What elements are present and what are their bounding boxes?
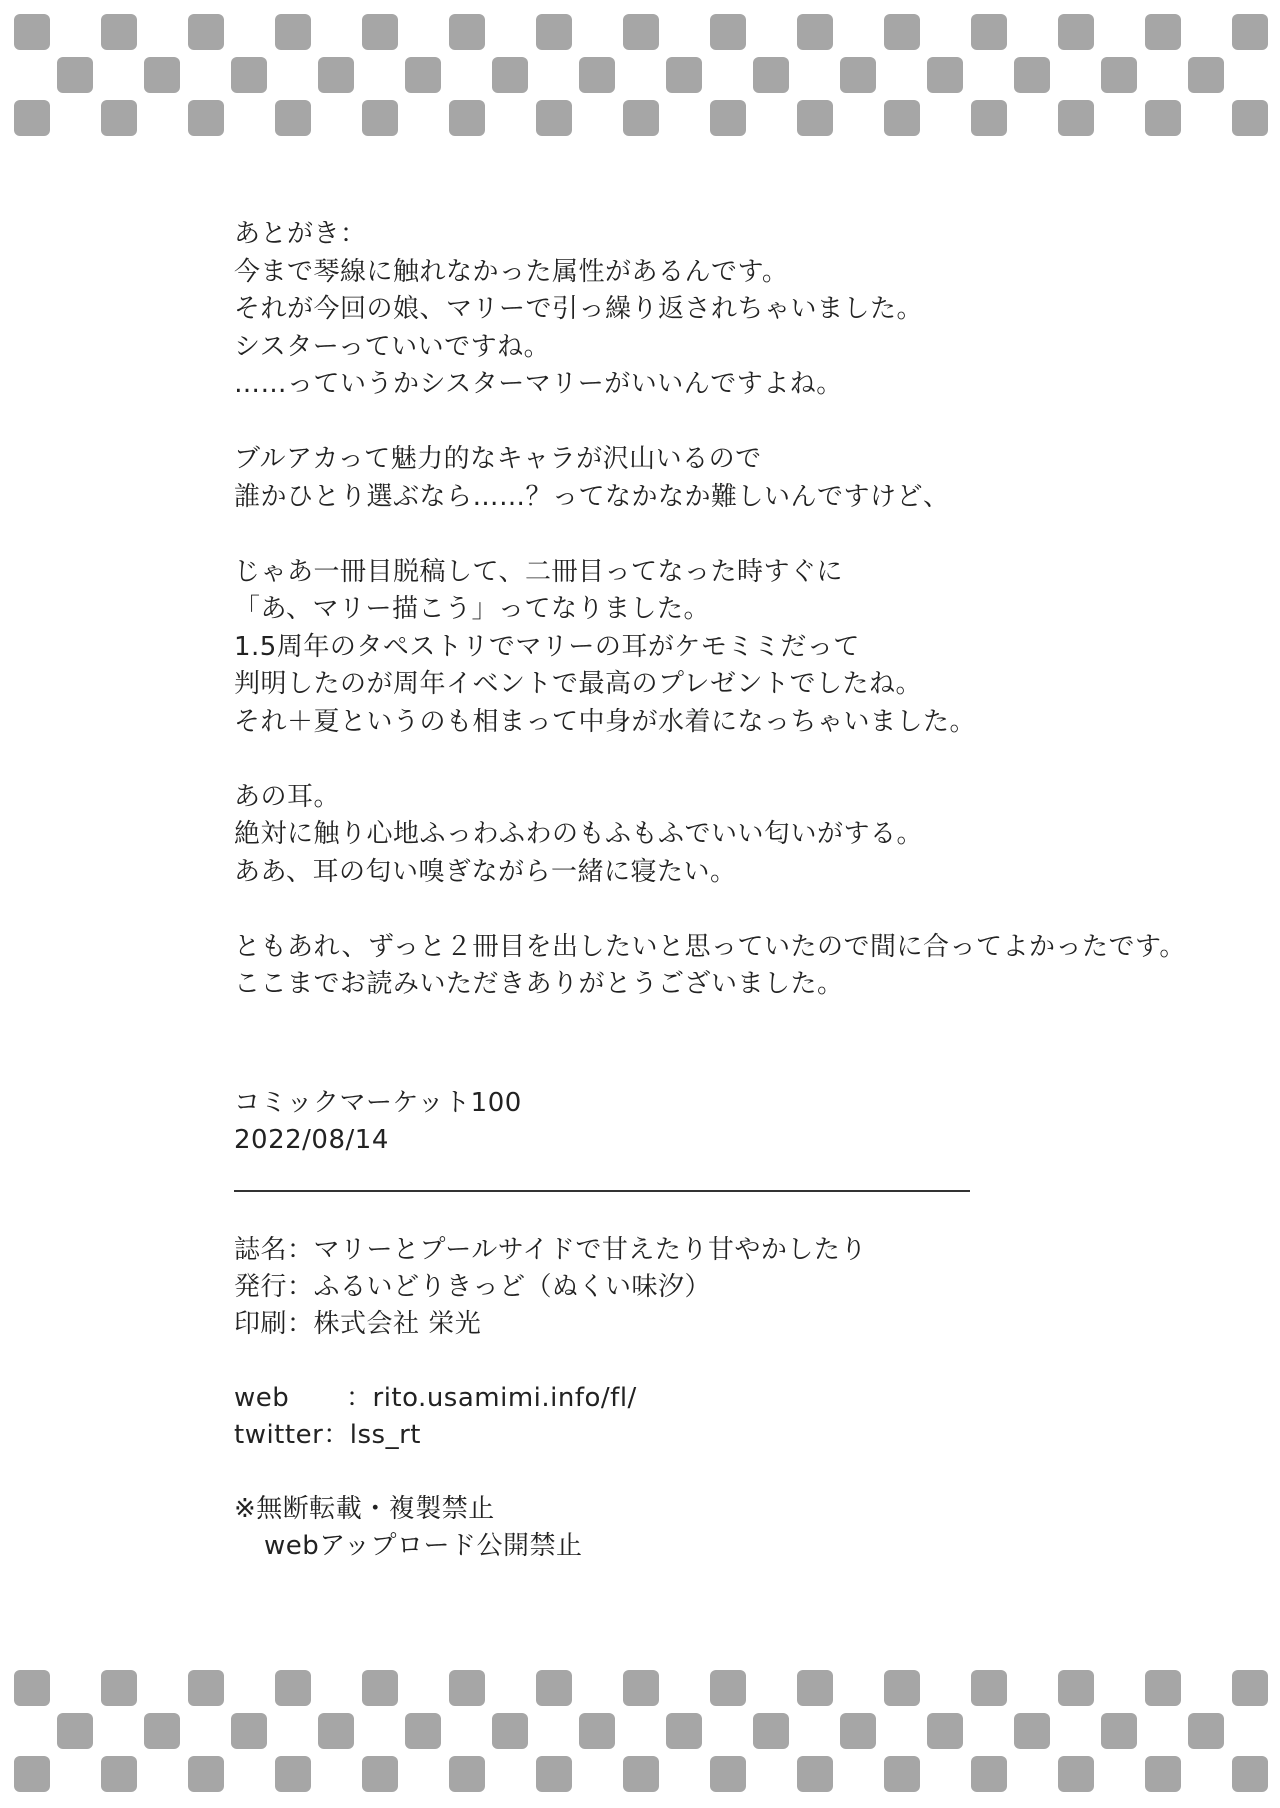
pattern-square xyxy=(623,1756,659,1792)
pattern-square xyxy=(231,57,267,93)
paragraph-gap xyxy=(234,404,1194,442)
pattern-square xyxy=(753,1713,789,1749)
twitter-row xyxy=(234,1417,1134,1454)
pattern-square xyxy=(1232,100,1268,136)
pattern-square xyxy=(275,100,311,136)
section-gap xyxy=(234,1454,1134,1491)
afterword-heading: あとがき： xyxy=(234,219,367,249)
pattern-square xyxy=(666,57,702,93)
pattern-square xyxy=(492,57,528,93)
afterword-line: 1.5周年のタペストリでマリーの耳がケモミミだって xyxy=(234,631,860,662)
event-info xyxy=(234,1085,1034,1159)
pattern-square xyxy=(710,1670,746,1706)
colophon xyxy=(234,1232,1134,1565)
pattern-square xyxy=(57,1713,93,1749)
afterword-line: それが今回の娘、マリーで引っ繰り返されちゃいました。 xyxy=(234,294,924,324)
pattern-square xyxy=(797,100,833,136)
pattern-square xyxy=(101,14,137,50)
pattern-square xyxy=(971,1670,1007,1706)
book-title: 誌名：マリーとプールサイドで甘えたり甘やかしたり xyxy=(234,1235,867,1265)
pattern-square xyxy=(188,1670,224,1706)
event-date: 2022/08/14 xyxy=(234,1125,389,1155)
pattern-square xyxy=(1014,1713,1050,1749)
pattern-square xyxy=(884,100,920,136)
pattern-square xyxy=(579,1713,615,1749)
afterword-line: あの耳。 xyxy=(234,781,341,812)
pattern-square xyxy=(275,1670,311,1706)
afterword-line: 今まで琴線に触れなかった属性があるんです。 xyxy=(234,256,789,287)
publisher: 発行：ふるいどりきっど（ぬくい味汐） xyxy=(234,1272,712,1302)
pattern-square xyxy=(1058,100,1094,136)
twitter-label: twitter xyxy=(234,1420,324,1450)
pattern-square xyxy=(797,1670,833,1706)
pattern-square xyxy=(971,14,1007,50)
web-row xyxy=(234,1380,1134,1417)
pattern-square xyxy=(710,14,746,50)
pattern-square xyxy=(362,100,398,136)
pattern-square xyxy=(884,1756,920,1792)
pattern-square xyxy=(14,100,50,136)
pattern-square xyxy=(623,14,659,50)
afterword-line: じゃあ一冊目脱稿して、二冊目ってなった時すぐに xyxy=(234,556,843,587)
pattern-square xyxy=(971,100,1007,136)
afterword-line: シスターっていいですね。 xyxy=(234,331,551,362)
afterword-line: 誰かひとり選ぶなら……？ってなかなか難しいんですけど、 xyxy=(234,481,950,512)
pattern-square xyxy=(797,14,833,50)
pattern-square xyxy=(101,1756,137,1792)
pattern-square xyxy=(362,1670,398,1706)
pattern-square xyxy=(884,1670,920,1706)
pattern-square xyxy=(57,57,93,93)
pattern-square xyxy=(275,14,311,50)
pattern-square xyxy=(1232,1756,1268,1792)
pattern-square xyxy=(1058,14,1094,50)
pattern-square xyxy=(536,100,572,136)
afterword-line: ともあれ、ずっと２冊目を出したいと思っていたので間に合ってよかったです。 xyxy=(234,931,1186,962)
event-name: コミックマーケット100 xyxy=(234,1088,522,1118)
pattern-square xyxy=(536,1756,572,1792)
pattern-square xyxy=(1014,57,1050,93)
pattern-square xyxy=(666,1713,702,1749)
pattern-square xyxy=(536,14,572,50)
pattern-square xyxy=(449,14,485,50)
pattern-square xyxy=(449,1670,485,1706)
pattern-square xyxy=(623,100,659,136)
afterword-line: それ＋夏というのも相まって中身が水着になっちゃいました。 xyxy=(234,706,977,737)
pattern-square xyxy=(1188,1713,1224,1749)
pattern-square xyxy=(1232,1670,1268,1706)
pattern-square xyxy=(101,100,137,136)
twitter-handle: ：lss_rt xyxy=(323,1420,421,1450)
web-url: ：rito.usamimi.info/fl/ xyxy=(346,1383,637,1413)
pattern-square xyxy=(1058,1756,1094,1792)
pattern-square xyxy=(449,1756,485,1792)
section-gap xyxy=(234,1343,1134,1380)
pattern-square xyxy=(405,57,441,93)
pattern-square xyxy=(231,1713,267,1749)
pattern-square xyxy=(753,57,789,93)
pattern-square xyxy=(927,57,963,93)
notice-line: webアップロード公開禁止 xyxy=(264,1531,583,1561)
pattern-square xyxy=(449,100,485,136)
pattern-square xyxy=(14,14,50,50)
pattern-square xyxy=(188,100,224,136)
pattern-square xyxy=(144,57,180,93)
pattern-square xyxy=(188,14,224,50)
paragraph-gap xyxy=(234,741,1194,779)
pattern-square xyxy=(971,1756,1007,1792)
afterword-line: 絶対に触り心地ふっわふわのもふもふでいい匂いがする。 xyxy=(234,819,924,849)
web-label: web xyxy=(234,1383,290,1413)
pattern-square xyxy=(1101,1713,1137,1749)
pattern-square xyxy=(884,14,920,50)
pattern-square xyxy=(710,100,746,136)
pattern-square xyxy=(144,1713,180,1749)
pattern-square xyxy=(1145,100,1181,136)
afterword-line: 判明したのが周年イベントで最高のプレゼントでしたね。 xyxy=(234,669,922,699)
pattern-square xyxy=(710,1756,746,1792)
divider xyxy=(234,1190,970,1192)
afterword xyxy=(234,216,1194,1004)
pattern-square xyxy=(579,57,615,93)
afterword-line: 「あ、マリー描こう」ってなりました。 xyxy=(234,594,710,624)
pattern-square xyxy=(1145,1670,1181,1706)
pattern-square xyxy=(1188,57,1224,93)
pattern-square xyxy=(275,1756,311,1792)
pattern-square xyxy=(318,1713,354,1749)
pattern-square xyxy=(318,57,354,93)
pattern-square xyxy=(492,1713,528,1749)
pattern-square xyxy=(101,1670,137,1706)
pattern-square xyxy=(927,1713,963,1749)
pattern-square xyxy=(623,1670,659,1706)
pattern-square xyxy=(536,1670,572,1706)
pattern-square xyxy=(362,14,398,50)
pattern-square xyxy=(1145,1756,1181,1792)
pattern-square xyxy=(840,1713,876,1749)
notice-line: ※無断転載・複製禁止 xyxy=(234,1494,495,1524)
pattern-square xyxy=(405,1713,441,1749)
pattern-square xyxy=(14,1670,50,1706)
afterword-line: ……っていうかシスターマリーがいいんですよね。 xyxy=(234,369,843,399)
pattern-square xyxy=(840,57,876,93)
afterword-line: ブルアカって魅力的なキャラが沢山いるので xyxy=(234,444,762,474)
pattern-square xyxy=(797,1756,833,1792)
pattern-square xyxy=(1232,14,1268,50)
pattern-square xyxy=(1058,1670,1094,1706)
top-checker-pattern xyxy=(0,0,1280,152)
printer: 印刷：株式会社 栄光 xyxy=(234,1309,482,1339)
pattern-square xyxy=(362,1756,398,1792)
pattern-square xyxy=(14,1756,50,1792)
afterword-line: ここまでお読みいただきありがとうございました。 xyxy=(234,969,844,999)
pattern-square xyxy=(1101,57,1137,93)
pattern-square xyxy=(188,1756,224,1792)
afterword-line: ああ、耳の匂い嗅ぎながら一緒に寝たい。 xyxy=(234,856,737,887)
paragraph-gap xyxy=(234,516,1194,554)
paragraph-gap xyxy=(234,891,1194,929)
bottom-checker-pattern xyxy=(0,1656,1280,1808)
pattern-square xyxy=(1145,14,1181,50)
